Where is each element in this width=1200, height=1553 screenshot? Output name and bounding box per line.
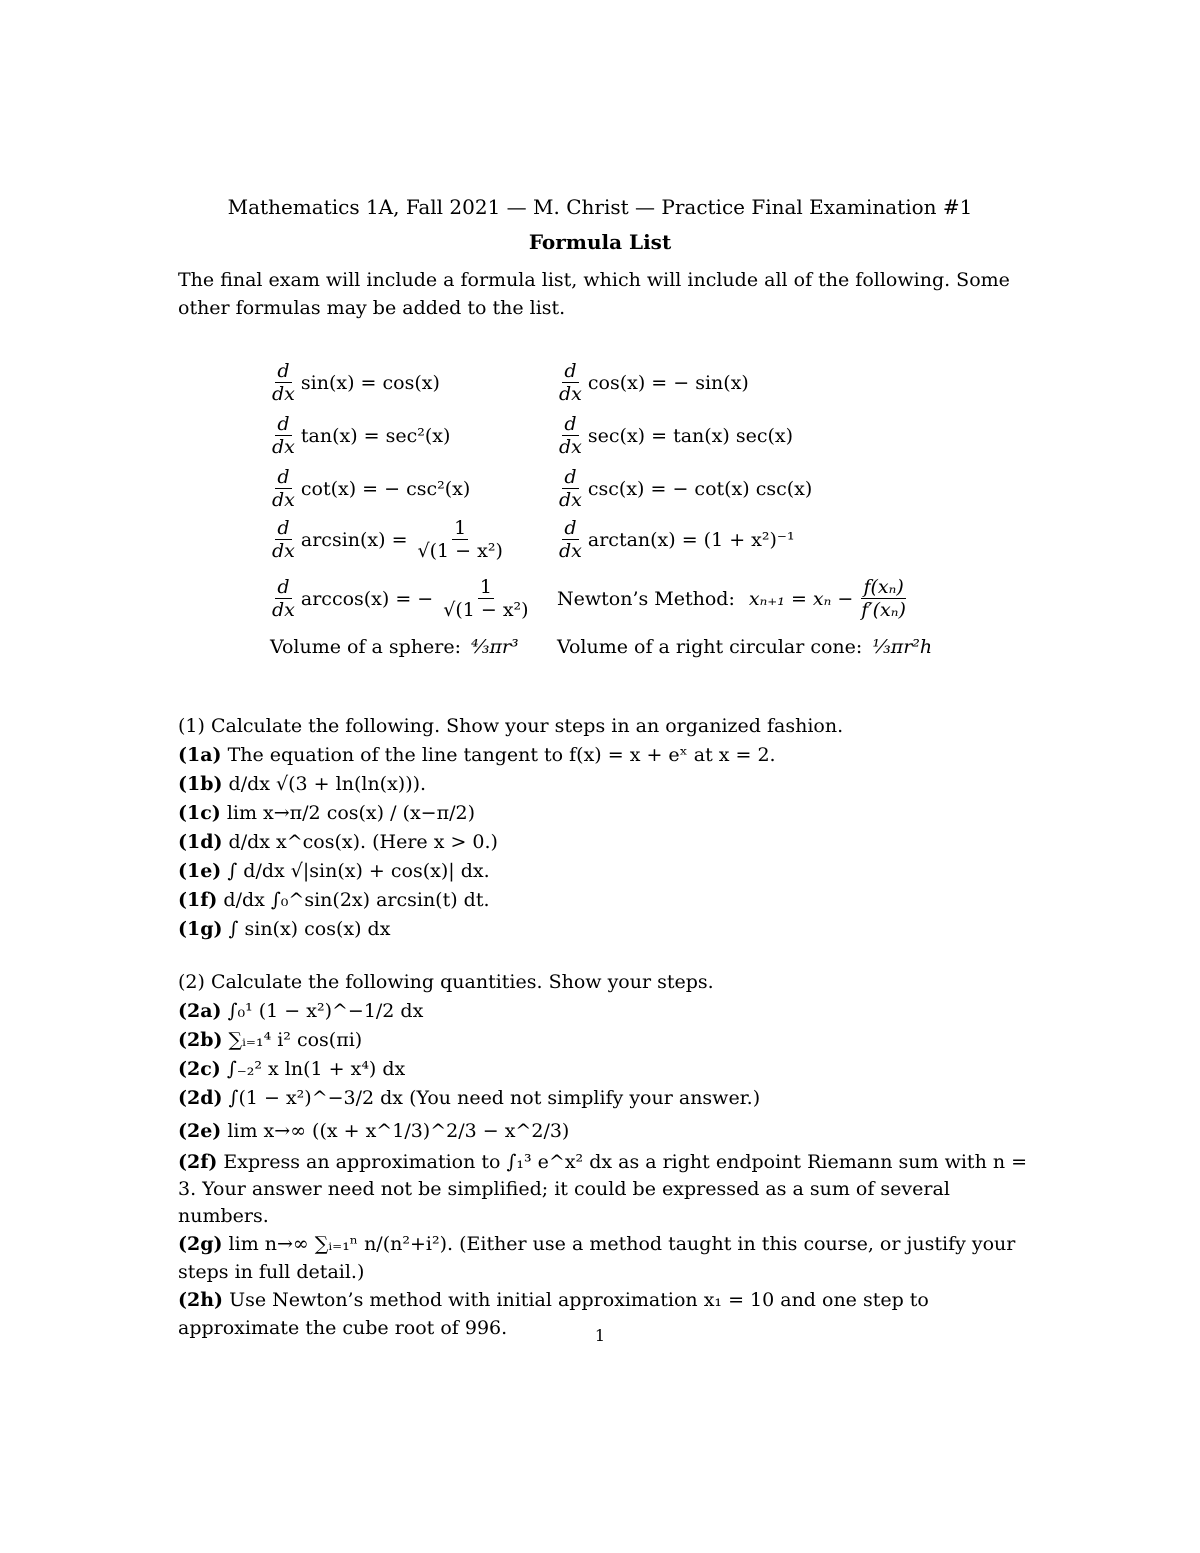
formula-d-tan (270, 413, 450, 458)
problem-1b: (1b) d/dx √(3 + ln(ln(x))). (178, 773, 427, 795)
problem-1d: (1d) d/dx x^cos(x). (Here x > 0.) (178, 831, 498, 853)
derivative-operator: $\frac{d}{dx}$ (559, 466, 582, 511)
formula-d-sec (557, 413, 793, 458)
derivative-operator: $\frac{d}{dx}$ (272, 360, 295, 405)
problem-2b: (2b) ∑ᵢ₌₁⁴ i² cos(πi) (178, 1029, 363, 1051)
formula-text: cos(x) = − sin(x) (587, 371, 749, 394)
derivative-operator: $\frac{d}{dx}$ (272, 517, 295, 562)
formula-text: arctan(x) = (1 + x²)⁻¹ (587, 528, 795, 551)
derivative-operator: $\frac{d}{dx}$ (272, 576, 295, 621)
sphere-label: Volume of a sphere: (270, 636, 462, 658)
section-2-intro: (2) Calculate the following quantities. Show your steps. (178, 971, 714, 993)
formula-text: sin(x) = cos(x) (300, 371, 440, 394)
formula-d-arccos (270, 576, 535, 621)
problem-2a: (2a) ∫₀¹ (1 − x²)^−1/2 dx (178, 1000, 424, 1022)
formula-cone-volume (557, 636, 932, 658)
problem-2e: (2e) lim x→∞ ((x + x^1/3)^2/3 − x^2/3) (178, 1120, 570, 1142)
newton-lhs: xₙ₊₁ = xₙ − (748, 587, 854, 610)
intro-paragraph: The final exam will include a formula list, which will include all of the following. Some other formulas may be added to the list. (178, 269, 1010, 319)
formula-text: csc(x) = − cot(x) csc(x) (587, 477, 813, 500)
formula-d-cot (270, 466, 470, 511)
sphere-formula: ⁴⁄₃πr³ (471, 636, 519, 658)
problem-1f: (1f) d/dx ∫₀^sin(2x) arcsin(t) dt. (178, 889, 490, 911)
problem-2f: (2f) Express an approximation to ∫₁³ e^x² dx as a right endpoint Riemann sum with n = 3. Your answer need not be simplified; it could be expressed as a sum of several numbers. (178, 1151, 1028, 1227)
formula-d-cos (557, 360, 749, 405)
problem-1a: (1a) The equation of the line tangent to f(x) = x + eˣ at x = 2. (178, 744, 776, 766)
formula-text: arccos(x) = − (300, 587, 434, 610)
formula-newton (557, 576, 912, 621)
section-2 (178, 968, 1038, 1342)
derivative-operator: $\frac{d}{dx}$ (559, 360, 582, 405)
formula-text: arcsin(x) = (300, 528, 408, 551)
problem-2g: (2g) lim n→∞ ∑ᵢ₌₁ⁿ n/(n²+i²). (Either use a method taught in this course, or justify your steps in full detail.) (178, 1233, 1016, 1283)
problem-1e: (1e) ∫ d/dx √|sin(x) + cos(x)| dx. (178, 860, 490, 882)
formula-list-heading: Formula List (528, 230, 672, 254)
page-title: Mathematics 1A, Fall 2021 — M. Christ — Practice Final Examination #1 (227, 195, 973, 219)
derivative-operator: $\frac{d}{dx}$ (559, 517, 582, 562)
newton-label: Newton’s Method: (557, 587, 735, 610)
page-number: 1 (594, 1326, 606, 1345)
arcsin-fraction: $\frac{1}{\text{√(1 − x²)}}$ (417, 517, 503, 562)
formula-d-csc (557, 466, 812, 511)
formula-text: cot(x) = − csc²(x) (300, 477, 471, 500)
formula-sphere-volume (270, 636, 519, 658)
derivative-operator: $\frac{d}{dx}$ (272, 466, 295, 511)
problem-1g: (1g) ∫ sin(x) cos(x) dx (178, 918, 391, 940)
cone-formula: ¹⁄₃πr²h (872, 636, 933, 658)
problem-1c: (1c) lim x→π/2 cos(x) / (x−π/2) (178, 802, 475, 824)
problem-2c: (2c) ∫₋₂² x ln(1 + x⁴) dx (178, 1058, 406, 1080)
formula-d-arctan (557, 517, 795, 562)
derivative-operator: $\frac{d}{dx}$ (559, 413, 582, 458)
problem-2h: (2h) Use Newton’s method with initial approximation x₁ = 10 and one step to approximate the cube root of 996. (178, 1289, 929, 1339)
formula-text: tan(x) = sec²(x) (300, 424, 451, 447)
section-1 (178, 712, 1038, 944)
arccos-fraction: $\frac{1}{\text{√(1 − x²)}}$ (443, 576, 529, 621)
formula-text: sec(x) = tan(x) sec(x) (587, 424, 794, 447)
derivative-operator: $\frac{d}{dx}$ (272, 413, 295, 458)
cone-label: Volume of a right circular cone: (557, 636, 863, 658)
section-1-intro: (1) Calculate the following. Show your steps in an organized fashion. (178, 715, 844, 737)
formula-d-arcsin (270, 517, 509, 562)
problem-2d: (2d) ∫(1 − x²)^−3/2 dx (You need not simplify your answer.) (178, 1087, 761, 1109)
formula-d-sin (270, 360, 440, 405)
newton-fraction: $\frac{\text{f(xₙ)}}{\text{f′(xₙ)}}$ (861, 576, 906, 621)
